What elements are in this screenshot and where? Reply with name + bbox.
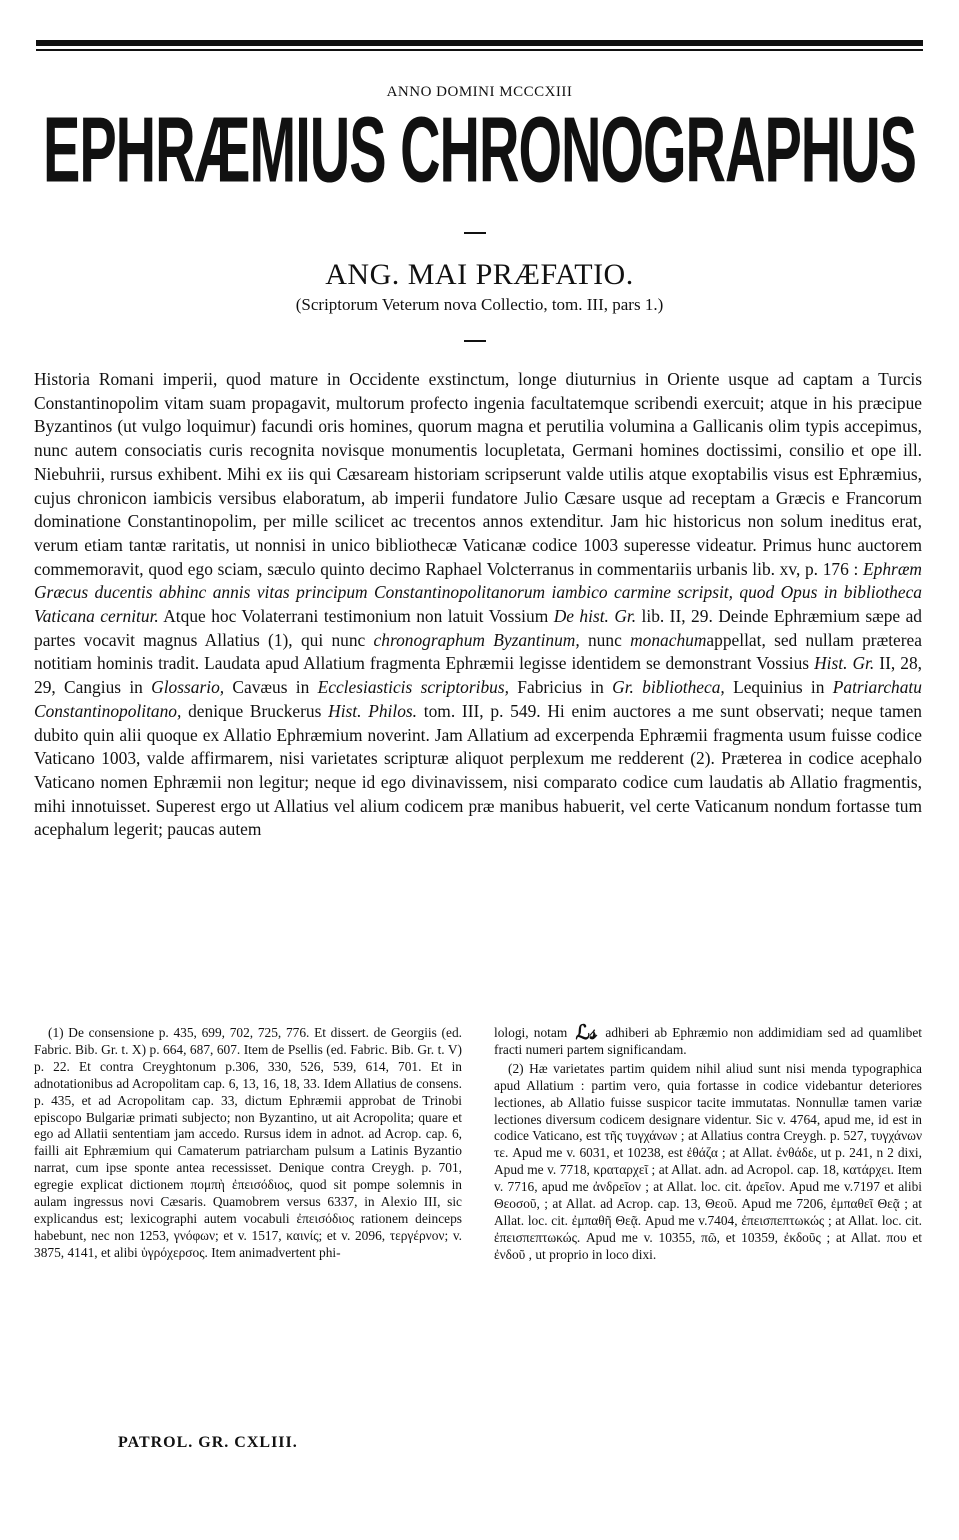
preface-paragraph: Historia Romani imperii, quod mature in Occidente exstinctum, longe diuturnius in Oriente usque ad captam a Turcis Constantinopolim vitam suam propagavit, multorum profecto ingenia facultatemque scribendi exercuit; atque in his præcipue Byzantinos (ut vulgo loquimur) facundi oris homines, quorum magna et perutilia volumina a Gallicanis olim typis accepimus, nunc autem consociatis curis recognita novisque monumentis locupletata, Germani homines doctissimi, consilio et ope ill. Niebuhrii, rursus exhibent. Mihi ex iis qui Cæsaream historiam scripserunt valde utilis atque exoptabilis visus est Ephræmius, cujus chronicon iambicis versibus elaboratum, ab imperii fundatore Julio Cæsare usque ad receptam a Græcis e Francorum dominatione Constantinopolim, per mille scilicet ac trecentos annos extenditur. Jam hic historicus non solum ineditus erat, verum etiam tantæ raritatis, ut nonnisi in unico bibliothecæ Vaticanæ codice 1003 superesse videatur. Primus hunc auctorem commemoravit, quod ego sciam, sæculo quinto decimo Raphael Volcterranus in commentariis urbanis lib. xv, p. 176 : Ephræm Græcus ducentis abhinc annis vitas principum Constantinopolitanorum iambico carmine scripsit, quod Opus in bibliotheca Vaticana cernitur. Atque hoc Volaterrani testimonium non latuit Vossium De hist. Gr. lib. II, 29. Deinde Ephræmium sæpe ad partes vocavit magnus Allatius (1), qui nunc chronographum Byzantinum, nunc monachumappellat, sed nullam præterea notitiam hominis tradit. Laudata apud Allatium fragmenta Ephræmii legisse identidem se demonstrant Vossius Hist. Gr. II, 28, 29, Cangius in Glossario, Cavæus in Ecclesiasticis scriptoribus, Fabricius in Gr. bibliotheca, Lequinius in Patriarchatu Constantinopolitano, denique Bruckerus Hist. Philos. tom. III, p. 549. Hi enim auctores a me sunt observati; neque tamen dubito quin alii quoque ex Allatio Ephræmium noverint. Jam Allatium ad excerpenda Ephræmii fragmenta usum fuisse codice Vaticano 1003, valde affirmarem, nisi varietates scripturæ aliquot perplexum me redderent (2). Præterea in codice acephalo Vaticano nomen Ephræmii non legitur; neque id ego divinavissem, nisi comparato codice cum laudatis ab Allatio fragmentis, mihi innotuisset. Superest ergo ut Allatius vel alium codicem præ manibus habuerit, vel certe Vaticanum nondum fortasse tum acephalum legerit; paucas autem	[34, 369, 922, 840]
footnote-column-right	[494, 1022, 923, 1266]
footnote-2: (2) Hæ varietates partim quidem nihil aliud sunt nisi menda typographica apud Allatium : partim vero, quia fortasse in codice videbantur deteriores lectiones, ab Allatio fuisse suspicor tacite immutatas. Nonnullæ tamen variæ lectiones diversum codicem designare videntur. Sic v. 4764, apud me, id est in codice Vaticano, est τῆς τυγχάνων ; at Allatius contra Creygh. p. 527, τυγχάνων τε. Apud me v. 6031, et 10238, est ἐθάζα ; at Allat. ἐνθάδε, ut p. 241, n 2 dixi, Apud me v. 7718, κραταρχεῖ ; at Allat. adn. ad Acropol. cap. 18, κατάρχει. Item v. 7716, apud me ἀνδρεῖον ; at Allat. loc. cit. ἀρεῖον. Apud me v.7197 et alibi Θεοσοῦ, ; at Allat. ad Acrop. cap. 13, Θεοῦ. Apud me 7206, ἐμπαθεῖ Θεᾷ ; at Allat. loc. cit. ἐμπαθῆ Θεᾷ. Apud me v.7404, ἐπεισπεπτωκώς ; at Allat. loc. cit. ἐπεισπεπτωκώς. Apud me v. 10355, πῶ, et 10359, ἐκδοῦς ; at Allat. που et ἐνδοῦ , ut proprio in loco dixi.	[494, 1060, 922, 1262]
signature-line: PATROL. GR. CXLIII.	[118, 1434, 298, 1451]
footnote-column-left	[34, 1025, 462, 1266]
fraction-mark-glyph: ℒ𝓈	[575, 1022, 598, 1044]
volaterranus-quote: Ephræm Græcus ducentis abhinc annis vitas principum Constantinopolitanorum iambico carmine scripsit, quod Opus in bibliotheca Vaticana cernitur.	[34, 558, 922, 627]
footnote-1-continued: lologi, notam ℒ𝓈 adhiberi ab Ephræmio non addimidiam sed ad quamlibet fracti numeri partem significandam.	[494, 1022, 923, 1057]
title-dash	[464, 232, 486, 234]
footnotes	[34, 1022, 923, 1266]
year-line: ANNO DOMINI MCCCXIII	[386, 84, 573, 100]
preface-body	[34, 368, 922, 842]
source-citation: (Scriptorum Veterum nova Collectio, tom. III, pars 1.)	[295, 295, 664, 314]
footnote-1: (1) De consensione p. 435, 699, 702, 725, 776. Et dissert. de Georgiis (ed. Fabric. Bib. Gr. t. X) p. 664, 687, 607. Item de Psellis (ed. Fabric. Bib. Gr. t. V) p. 22. Et contra Creyghtonum p.306, 330, 526, 539, 614, 701. Et in adnotationibus ad Acropolitam cap. 6, 13, 16, 18, 33. Idem Allatius de consens. p. 435, et ad Acropolitam cap. 33, dictum Ephræmii approbat de Trinobi episcopo Bulgariæ primati subjecto; non Byzantino, ut ait Acropolita; quare et ego ad Allatii sententiam jam accedo. Rursus idem in adnot. ad Acrop. cap. 6, failli ait Ephræmium qui Camaterum patriarcham pulsum a Latinis Byzantio narrat, cum ipse sponte antea recessisset. Denique contra Creygh. p. 701, egregie explicat dictionem πομπὴ ἐπεισόδιος, quod sit pompe solemnis in aulam ingressus novi Cæsaris. Quamobrem versus 6337, in Alexio III, sic explicandus est; lexicographi autem vocabuli ἐπεισόδιος rationem deinceps habebunt, nec non 1253, γνόφων; et v. 1517, καινίς; et v. 2096, τεργέρνον; v. 3875, 4141, et alibi ὑγρόχερσος. Item animadvertent phi-	[34, 1025, 462, 1260]
page-title: EPHRÆMIUS CHRONOGRAPHUS	[42, 97, 917, 202]
source-dash	[464, 340, 486, 342]
top-double-rule	[36, 40, 923, 51]
preface-title: ANG. MAI PRÆFATIO.	[325, 258, 634, 291]
